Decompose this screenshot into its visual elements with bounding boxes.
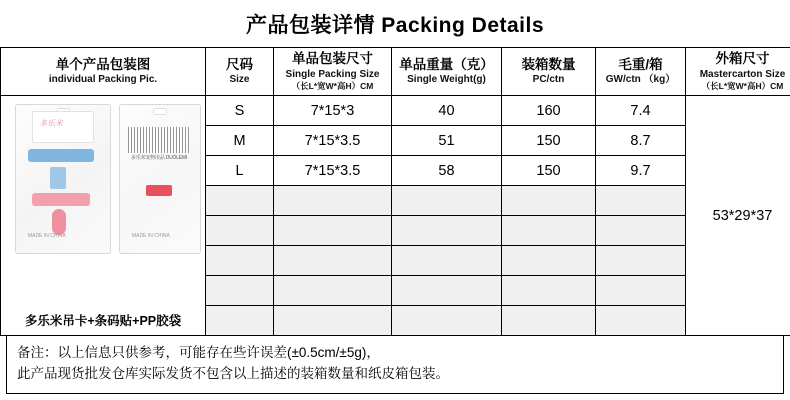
cell-pc-ctn xyxy=(502,186,596,216)
cell-pc-ctn: 150 xyxy=(502,156,596,186)
cell-weight: 58 xyxy=(392,156,502,186)
cell-packing-size xyxy=(274,306,392,336)
cell-packing-size xyxy=(274,216,392,246)
header-individual-packing-pic xyxy=(1,48,206,96)
cell-pc-ctn xyxy=(502,306,596,336)
cell-weight xyxy=(392,186,502,216)
header-cn: 单个产品包装图 xyxy=(55,56,151,72)
hang-card xyxy=(32,111,94,143)
header-en: individual Packing Pic. xyxy=(48,74,158,86)
bag-print-note: MADE IN CHINA xyxy=(132,233,170,239)
table-header-row xyxy=(1,48,790,96)
cell-weight xyxy=(392,276,502,306)
header-cn: 装箱数量 xyxy=(521,56,576,72)
table-row xyxy=(1,96,790,126)
header-mastercarton-size xyxy=(686,48,790,96)
header-gross-weight xyxy=(596,48,686,96)
header-cn: 毛重/箱 xyxy=(618,56,663,72)
product-packing-photo xyxy=(1,96,206,336)
cell-size xyxy=(206,186,274,216)
cell-gw-ctn xyxy=(596,276,686,306)
header-cn: 外箱尺寸 xyxy=(715,51,770,67)
footer-note-line1: 备注：以上信息只供参考，可能存在些许误差(±0.5cm/±5g)， xyxy=(17,345,380,360)
cell-pc-ctn xyxy=(502,216,596,246)
picture-caption: 多乐米吊卡+条码贴+PP胶袋 xyxy=(24,314,182,328)
cell-size xyxy=(206,306,274,336)
collar-buckle xyxy=(50,167,66,189)
collar-tag xyxy=(52,209,66,235)
barcode-icon xyxy=(128,127,190,153)
collar-band-blue xyxy=(28,149,94,162)
cell-weight: 51 xyxy=(392,126,502,156)
cell-packing-size: 7*15*3.5 xyxy=(274,126,392,156)
cell-mastercarton-size: 53*29*37 xyxy=(686,96,790,336)
cell-pc-ctn: 160 xyxy=(502,96,596,126)
cell-gw-ctn xyxy=(596,216,686,246)
header-en: Mastercarton Size xyxy=(699,68,786,80)
header-cn: 单品重量（克） xyxy=(399,56,494,72)
hang-hole-icon xyxy=(153,108,167,115)
header-en: Single Weight(g) xyxy=(407,74,486,86)
cell-gw-ctn xyxy=(596,306,686,336)
header-single-packing-size xyxy=(274,48,392,96)
cell-size: S xyxy=(206,96,274,126)
cell-gw-ctn xyxy=(596,246,686,276)
header-sub: （长L*宽W*高H）CM xyxy=(701,80,784,91)
header-en: Single Packing Size xyxy=(285,68,380,80)
barcode-label: 多乐米宠物用品 DUOLEMI xyxy=(130,155,188,161)
header-en: PC/ctn xyxy=(532,74,565,86)
cell-size: M xyxy=(206,126,274,156)
cell-weight: 40 xyxy=(392,96,502,126)
page-title-en: Packing Details xyxy=(381,14,545,37)
cell-size xyxy=(206,246,274,276)
bag-print-note: MADE IN CHINA xyxy=(28,233,66,239)
header-en: Size xyxy=(229,74,250,86)
cell-pc-ctn xyxy=(502,276,596,306)
header-single-weight xyxy=(392,48,502,96)
header-en: GW/ctn （kg） xyxy=(605,74,676,86)
cell-gw-ctn: 8.7 xyxy=(596,126,686,156)
header-size xyxy=(206,48,274,96)
footer-note xyxy=(6,336,784,394)
header-cn: 尺码 xyxy=(226,56,253,72)
brand-logo: 多乐米 xyxy=(39,119,63,128)
cell-packing-size xyxy=(274,276,392,306)
cell-weight xyxy=(392,216,502,246)
header-cn: 单品包装尺寸 xyxy=(292,51,373,67)
cell-pc-ctn xyxy=(502,246,596,276)
cell-gw-ctn xyxy=(596,186,686,216)
footer-note-line2: 此产品现货批发仓库实际发货不包含以上描述的装箱数量和纸皮箱包装。 xyxy=(17,365,449,381)
red-accessory xyxy=(146,185,172,196)
page-title xyxy=(0,0,790,47)
page-title-cn: 产品包装详情 xyxy=(245,14,375,37)
collar-band-pink xyxy=(32,193,90,206)
product-bag-back xyxy=(119,104,201,254)
cell-packing-size: 7*15*3.5 xyxy=(274,156,392,186)
header-sub: （长L*宽W*高H）CM xyxy=(291,80,374,91)
packing-table xyxy=(0,47,790,336)
cell-packing-size xyxy=(274,186,392,216)
cell-size xyxy=(206,216,274,246)
cell-packing-size: 7*15*3 xyxy=(274,96,392,126)
header-pc-per-carton xyxy=(502,48,596,96)
cell-packing-size xyxy=(274,246,392,276)
cell-weight xyxy=(392,306,502,336)
cell-gw-ctn: 7.4 xyxy=(596,96,686,126)
cell-size: L xyxy=(206,156,274,186)
cell-weight xyxy=(392,246,502,276)
cell-pc-ctn: 150 xyxy=(502,126,596,156)
cell-gw-ctn: 9.7 xyxy=(596,156,686,186)
cell-size xyxy=(206,276,274,306)
product-bag-front xyxy=(15,104,111,254)
